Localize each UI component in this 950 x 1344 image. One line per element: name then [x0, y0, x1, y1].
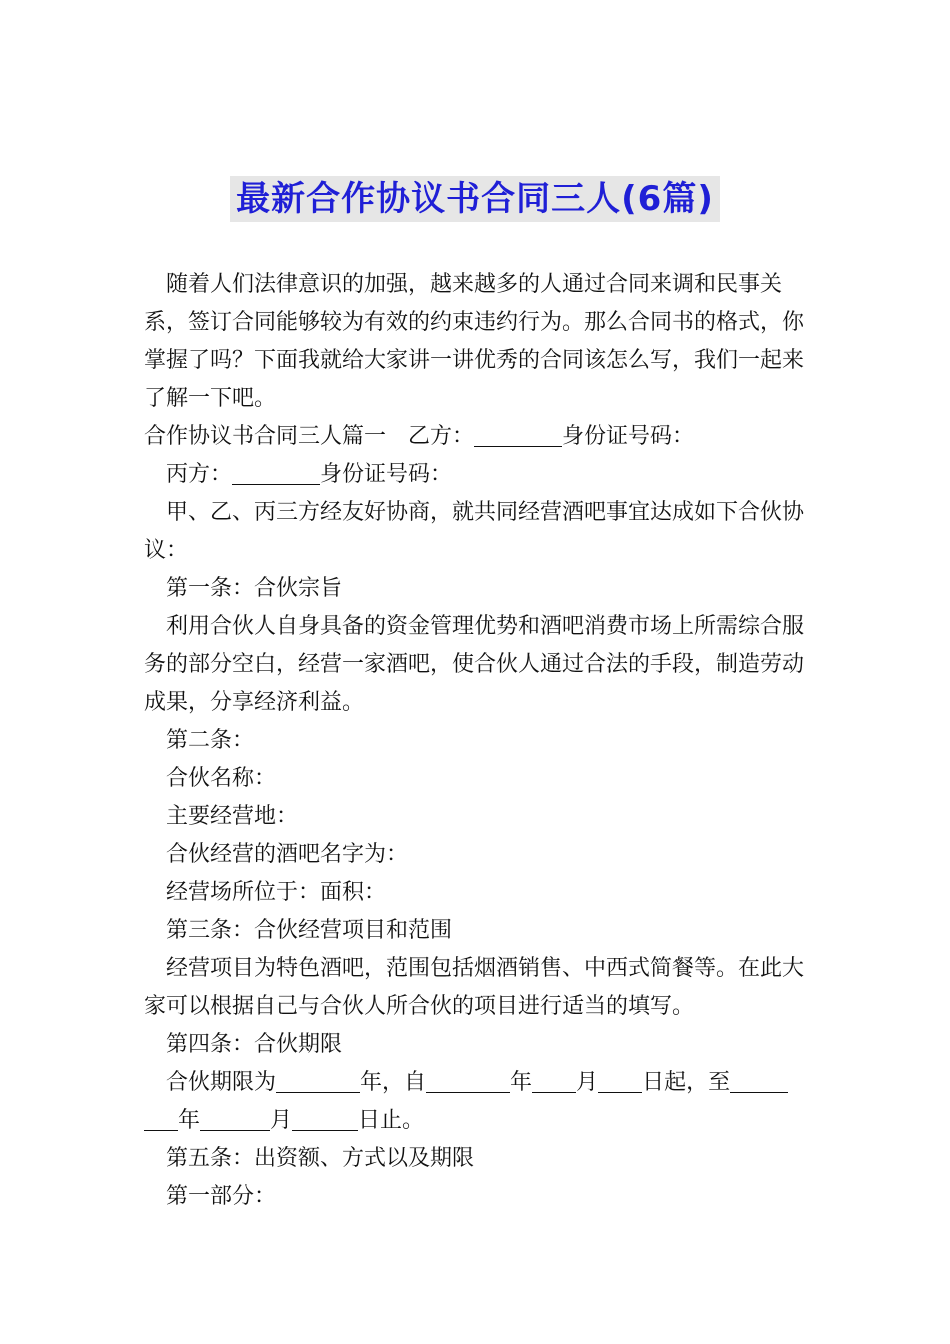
start-year-label: 年 [510, 1070, 533, 1095]
term-label: 合伙期限为 [166, 1070, 277, 1095]
article-2-location: 经营场所位于：面积： [166, 880, 387, 905]
start-month-label: 月 [576, 1070, 599, 1095]
end-year-blank-a [730, 1068, 788, 1093]
end-month-label: 月 [270, 1108, 293, 1133]
term-years-blank [276, 1068, 360, 1093]
end-year-label: 年 [178, 1108, 201, 1133]
part-1-heading: 第一部分： [166, 1184, 277, 1209]
end-month-blank [200, 1106, 270, 1131]
article-2-heading: 第二条： [166, 728, 255, 753]
start-month-blank [532, 1068, 576, 1093]
title-container [0, 176, 950, 222]
document-title: 最新合作协议书合同三人(6篇) [230, 176, 720, 222]
end-day-blank [292, 1106, 358, 1131]
article-3-heading: 第三条：合伙经营项目和范围 [166, 918, 453, 943]
party-b-label: 合作协议书合同三人篇一 乙方： [144, 424, 475, 449]
article-5-heading: 第五条：出资额、方式以及期限 [166, 1146, 475, 1171]
intro-paragraph: 随着人们法律意识的加强，越来越多的人通过合同来调和民事关系，签订合同能够较为有效的约束违约行为。那么合同书的格式，你掌握了吗？下面我就给大家讲一讲优秀的合同该怎么写，我们一起来了解一下吧。 [144, 272, 805, 411]
party-b-id-label: 身份证号码： [562, 424, 695, 449]
article-1-body: 利用合伙人自身具备的资金管理优势和酒吧消费市场上所需综合服务的部分空白，经营一家酒吧，使合伙人通过合法的手段，制造劳动成果，分享经济利益。 [144, 614, 805, 715]
party-b-blank [474, 422, 562, 447]
start-day-label: 日起，至 [642, 1070, 731, 1095]
document-body [144, 266, 808, 1216]
term-from-label: 年，自 [360, 1070, 427, 1095]
start-day-blank [598, 1068, 642, 1093]
article-2-name: 合伙名称： [166, 766, 277, 791]
article-3-body: 经营项目为特色酒吧，范围包括烟酒销售、中西式简餐等。在此大家可以根据自己与合伙人所合伙的项目进行适当的填写。 [144, 956, 805, 1019]
end-day-label: 日止。 [358, 1108, 425, 1133]
party-c-label: 丙方： [166, 462, 233, 487]
agreement-intro-paragraph: 甲、乙、丙三方经友好协商，就共同经营酒吧事宜达成如下合伙协议： [144, 500, 805, 563]
article-2-bar-name: 合伙经营的酒吧名字为： [166, 842, 409, 867]
start-year-blank [426, 1068, 510, 1093]
article-4-term-line [144, 1064, 808, 1140]
article-1-heading: 第一条：合伙宗旨 [166, 576, 343, 601]
party-c-id-label: 身份证号码： [320, 462, 453, 487]
party-b-line [144, 418, 808, 456]
article-2-address: 主要经营地： [166, 804, 299, 829]
party-c-blank [232, 460, 320, 485]
party-c-line [144, 456, 808, 494]
article-4-heading: 第四条：合伙期限 [166, 1032, 343, 1057]
end-year-blank-b [144, 1106, 178, 1131]
